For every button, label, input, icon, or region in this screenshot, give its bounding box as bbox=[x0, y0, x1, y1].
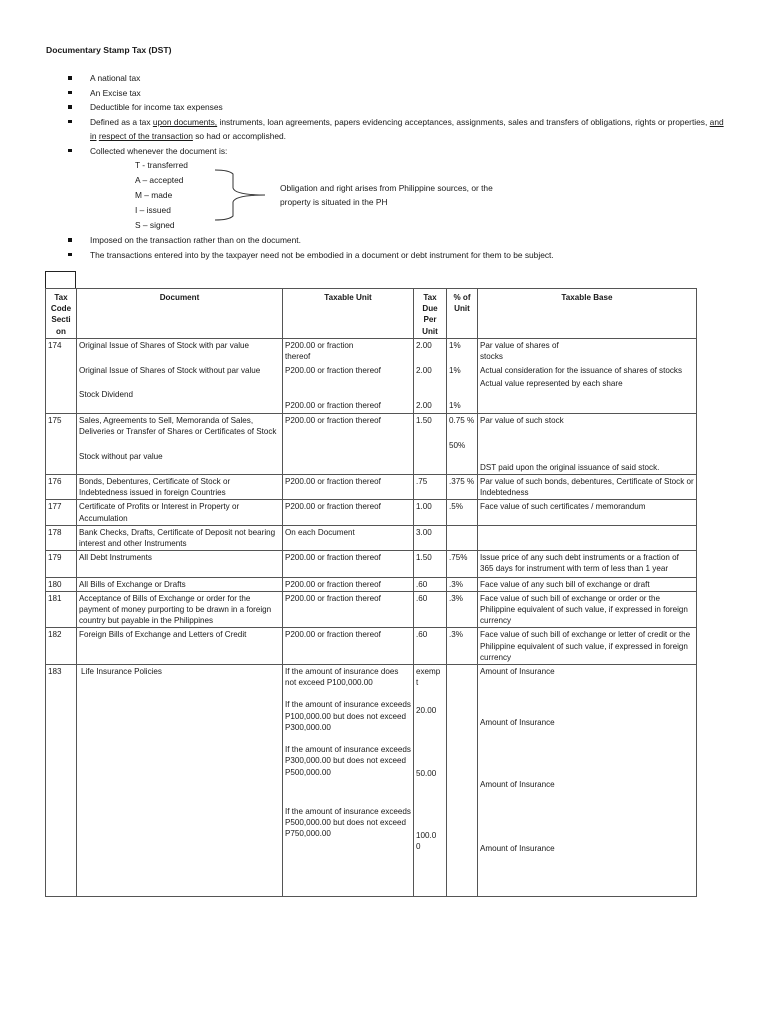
taxdue-text: 2.00 bbox=[416, 401, 432, 411]
table-row bbox=[46, 551, 697, 577]
base-text: Amount of Insurance bbox=[480, 780, 555, 790]
acronym-item: S – signed bbox=[135, 220, 175, 230]
percent-text: 1% bbox=[449, 401, 461, 411]
table-row bbox=[46, 577, 697, 591]
unit-cell: P200.00 or fraction thereof bbox=[283, 591, 414, 628]
percent-cell bbox=[447, 525, 478, 550]
taxdue-text: 100.0 0 bbox=[416, 830, 437, 852]
section-cell: 175 bbox=[46, 413, 77, 474]
underlined-text: upon documents, bbox=[152, 116, 218, 127]
document-cell: All Bills of Exchange or Drafts bbox=[77, 577, 283, 591]
document-text: Original Issue of Shares of Stock with par value bbox=[79, 340, 250, 350]
taxdue-cell: .60 bbox=[414, 577, 447, 591]
table-header-row bbox=[46, 289, 697, 339]
unit-text: If the amount of insurance exceeds P300,000.00 but does not exceed P500,000.00 bbox=[285, 745, 411, 777]
percent-cell: .3% bbox=[447, 577, 478, 591]
base-text: Amount of Insurance bbox=[480, 718, 555, 728]
base-text: Amount of Insurance bbox=[480, 843, 555, 853]
section-cell: 180 bbox=[46, 577, 77, 591]
taxdue-cell: 3.00 bbox=[414, 525, 447, 550]
section-cell: 176 bbox=[46, 475, 77, 500]
document-cell bbox=[77, 338, 283, 413]
underlined-text: respect of the transaction bbox=[98, 131, 193, 142]
base-text: Actual consideration for the issuance of shares of stocks bbox=[480, 366, 682, 376]
acronym-item: T - transferred bbox=[135, 160, 188, 170]
document-cell: Bank Checks, Drafts, Certificate of Deposit not bearing interest and other Instruments bbox=[77, 525, 283, 550]
unit-text: If the amount of insurance exceeds P100,000.00 but does not exceed P300,000.00 bbox=[285, 700, 411, 732]
header-tax-code-section: Tax Code Secti on bbox=[46, 289, 77, 339]
header-percent-unit: % of Unit bbox=[447, 289, 478, 339]
bullet-item: A national tax bbox=[66, 71, 726, 86]
document-text: Original Issue of Shares of Stock without par value bbox=[79, 366, 261, 376]
unit-text: P200.00 or fraction thereof bbox=[285, 340, 354, 362]
document-text: Sales, Agreements to Sell, Memoranda of Sales, Deliveries or Transfer of Shares or Certificates of Stock bbox=[79, 415, 277, 436]
header-taxable-base: Taxable Base bbox=[478, 289, 697, 339]
document-text: Stock Dividend bbox=[79, 390, 133, 400]
taxdue-text: exemp t bbox=[416, 667, 441, 688]
table-row bbox=[46, 628, 697, 665]
section-cell: 183 bbox=[46, 665, 77, 897]
taxdue-cell: 1.50 bbox=[414, 413, 447, 474]
taxdue-cell: .75 bbox=[414, 475, 447, 500]
bullet-item: Imposed on the transaction rather than on the document. bbox=[66, 233, 726, 248]
percent-cell: .5% bbox=[447, 500, 478, 525]
intro-bullet-list bbox=[66, 71, 726, 159]
base-cell bbox=[478, 665, 697, 897]
percent-cell: .3% bbox=[447, 591, 478, 628]
taxdue-cell bbox=[414, 665, 447, 897]
header-taxable-unit: Taxable Unit bbox=[283, 289, 414, 339]
document-cell: Certificate of Profits or Interest in Property or Accumulation bbox=[77, 500, 283, 525]
section-cell: 181 bbox=[46, 591, 77, 628]
taxdue-text: 2.00 bbox=[416, 366, 432, 376]
definition-text: so had or accomplished. bbox=[192, 131, 287, 142]
base-cell: Face value of such bill of exchange or letter of credit or the Philippine equivalent of such value, if expressed in foreign currency bbox=[478, 628, 697, 665]
percent-cell bbox=[447, 665, 478, 897]
base-text: Actual value represented by each share bbox=[480, 379, 623, 389]
unit-cell: P200.00 or fraction thereof bbox=[283, 500, 414, 525]
acronym-item: A – accepted bbox=[135, 175, 184, 185]
taxdue-cell: 1.50 bbox=[414, 551, 447, 577]
unit-cell: P200.00 or fraction thereof bbox=[283, 413, 414, 474]
page-title: Documentary Stamp Tax (DST) bbox=[46, 45, 172, 55]
percent-cell: .375 % bbox=[447, 475, 478, 500]
base-text: DST paid upon the original issuance of said stock. bbox=[480, 462, 660, 472]
table-row bbox=[46, 591, 697, 628]
base-text: Amount of Insurance bbox=[480, 667, 555, 677]
base-cell bbox=[478, 525, 697, 550]
unit-text: P200.00 or fraction thereof bbox=[285, 401, 381, 411]
bullet-item: The transactions entered into by the taxpayer need not be embodied in a document or debt instrument for them to be subject. bbox=[66, 248, 726, 263]
base-cell: Face value of any such bill of exchange or draft bbox=[478, 577, 697, 591]
section-cell: 177 bbox=[46, 500, 77, 525]
unit-cell bbox=[283, 665, 414, 897]
curly-brace-icon bbox=[213, 168, 273, 222]
document-cell: Bonds, Debentures, Certificate of Stock or Indebtedness issued in foreign Countries bbox=[77, 475, 283, 500]
percent-cell: .3% bbox=[447, 628, 478, 665]
section-cell: 178 bbox=[46, 525, 77, 550]
document-text: Stock without par value bbox=[79, 452, 163, 462]
percent-text: 1% bbox=[449, 366, 461, 376]
base-cell: Issue price of any such debt instruments or a fraction of 365 days for instrument with term of less than 1 year bbox=[478, 551, 697, 577]
percent-cell bbox=[447, 413, 478, 474]
percent-text: 50% bbox=[449, 440, 466, 450]
taxdue-cell: 1.00 bbox=[414, 500, 447, 525]
unit-text: If the amount of insurance does not exceed P100,000.00 bbox=[285, 667, 399, 688]
dst-rate-table bbox=[45, 288, 697, 897]
bullet-item: Collected whenever the document is: bbox=[66, 144, 726, 159]
section-cell: 179 bbox=[46, 551, 77, 577]
section-cell: 174 bbox=[46, 338, 77, 413]
unit-cell: P200.00 or fraction thereof bbox=[283, 475, 414, 500]
unit-text: If the amount of insurance exceeds P500,000.00 but does not exceed P750,000.00 bbox=[285, 806, 411, 839]
taxdue-cell bbox=[414, 338, 447, 413]
base-cell bbox=[478, 338, 697, 413]
percent-text: 0.75 % bbox=[449, 415, 475, 425]
taxdue-text: 2.00 bbox=[416, 340, 432, 350]
taxdue-cell: .60 bbox=[414, 591, 447, 628]
acronym-item: I – issued bbox=[135, 205, 171, 215]
base-cell: Par value of such bonds, debentures, Certificate of Stock or Indebtedness bbox=[478, 475, 697, 500]
acronym-list bbox=[135, 158, 188, 233]
base-text: Par value of shares of stocks bbox=[480, 340, 559, 362]
unit-cell bbox=[283, 338, 414, 413]
table-row bbox=[46, 665, 697, 897]
document-cell: All Debt Instruments bbox=[77, 551, 283, 577]
taxdue-cell: .60 bbox=[414, 628, 447, 665]
table-row bbox=[46, 338, 697, 413]
table-corner-tab bbox=[45, 271, 76, 288]
document-cell: Life Insurance Policies bbox=[77, 665, 283, 897]
taxdue-text: 20.00 bbox=[416, 706, 437, 716]
document-cell: Acceptance of Bills of Exchange or order for the payment of money purporting to be drawn in a foreign country but payable in the Philippines bbox=[77, 591, 283, 628]
percent-cell bbox=[447, 338, 478, 413]
section-cell: 182 bbox=[46, 628, 77, 665]
percent-text: 1% bbox=[449, 340, 461, 350]
base-cell bbox=[478, 413, 697, 474]
table-row bbox=[46, 500, 697, 525]
base-cell: Face value of such certificates / memorandum bbox=[478, 500, 697, 525]
base-cell: Face value of such bill of exchange or order or the Philippine equivalent of such value, if expressed in foreign currency bbox=[478, 591, 697, 628]
unit-cell: P200.00 or fraction thereof bbox=[283, 577, 414, 591]
header-tax-due: Tax Due Per Unit bbox=[414, 289, 447, 339]
base-text: Par value of such stock bbox=[480, 415, 564, 425]
table-row bbox=[46, 475, 697, 500]
definition-text: Defined as a tax bbox=[90, 116, 153, 127]
document-cell: Foreign Bills of Exchange and Letters of Credit bbox=[77, 628, 283, 665]
header-document: Document bbox=[77, 289, 283, 339]
unit-cell: P200.00 or fraction thereof bbox=[283, 551, 414, 577]
definition-text: instruments, loan agreements, papers evidencing acceptances, assignments, sales and transfers of obligations, rights or properties, bbox=[217, 116, 710, 127]
percent-cell: .75% bbox=[447, 551, 478, 577]
underlined-text: and in bbox=[90, 116, 724, 142]
brace-note: Obligation and right arises from Philippine sources, or the property is situated in the PH bbox=[280, 183, 493, 207]
bullet-item: Deductible for income tax expenses bbox=[66, 100, 726, 115]
table-row bbox=[46, 413, 697, 474]
document-cell bbox=[77, 413, 283, 474]
unit-text: P200.00 or fraction thereof bbox=[285, 366, 381, 376]
unit-cell: P200.00 or fraction thereof bbox=[283, 628, 414, 665]
bullet-item-definition bbox=[66, 115, 726, 144]
acronym-item: M – made bbox=[135, 190, 173, 200]
closing-bullet-list bbox=[66, 233, 726, 262]
bullet-item: An Excise tax bbox=[66, 86, 726, 101]
unit-cell: On each Document bbox=[283, 525, 414, 550]
table-row bbox=[46, 525, 697, 550]
taxdue-text: 50.00 bbox=[416, 768, 437, 778]
